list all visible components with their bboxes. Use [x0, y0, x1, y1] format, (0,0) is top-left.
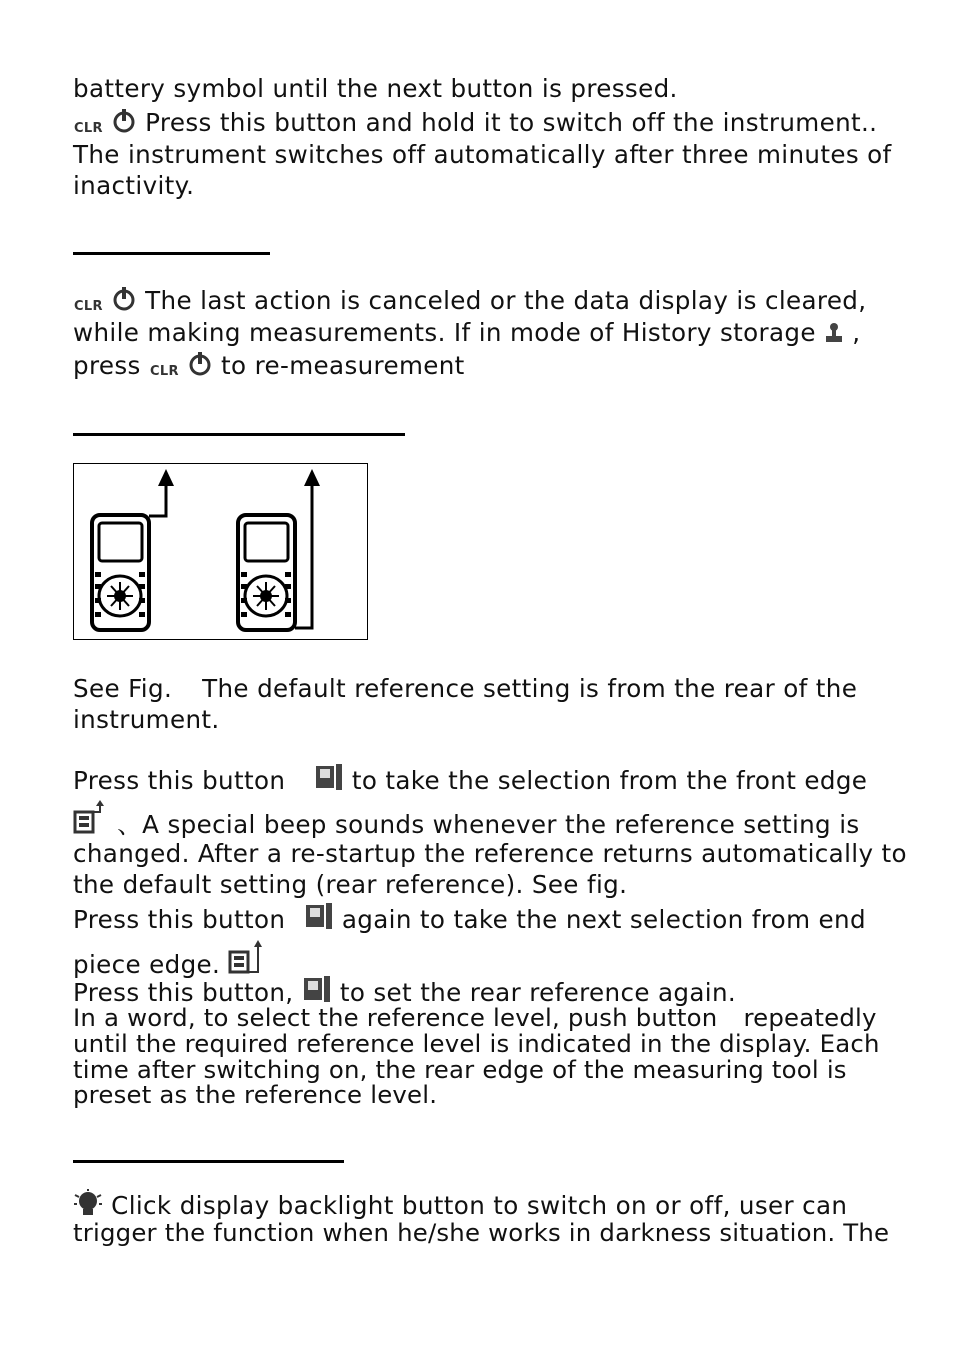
text-span: press [73, 351, 141, 380]
reference-diagram [74, 464, 367, 639]
section-heading-rule [73, 1160, 344, 1163]
reference-button-icon [304, 903, 334, 931]
device-end-reference [238, 515, 295, 630]
clr-icon [73, 298, 111, 312]
clr-icon [149, 363, 187, 377]
svg-text:CLR: CLR [74, 121, 103, 134]
front-reference-arrow [149, 482, 166, 516]
text-span: Press this button and hold it to switch off the instrument.. [145, 108, 878, 137]
text-span: 、A special beep sounds whenever the reference setting is [117, 810, 860, 839]
svg-text:CLR: CLR [149, 364, 179, 377]
text-line [73, 903, 866, 935]
text-span: again to take the next selection from end [341, 905, 866, 934]
text-span: The default reference setting is from the rear of the [202, 674, 858, 703]
clr-icon [73, 120, 111, 134]
text-span: See Fig. [73, 674, 173, 703]
text-line [73, 286, 866, 316]
text-line: inactivity. [73, 171, 195, 200]
text-line: preset as the reference level. [73, 1080, 438, 1109]
text-line: instrument. [73, 705, 220, 734]
text-span: In a word, to select the reference level, push button [73, 1003, 718, 1032]
power-icon [111, 108, 137, 134]
end-reference-arrow [295, 482, 312, 628]
text-line: battery symbol until the next button is pressed. [73, 74, 678, 103]
svg-text:CLR: CLR [74, 299, 103, 312]
text-line: trigger the function when he/she works in darkness situation. The [73, 1218, 890, 1247]
text-line [73, 108, 877, 138]
text-span: repeatedly [743, 1003, 877, 1032]
text-span: Press this button [73, 766, 286, 795]
power-icon [187, 351, 213, 377]
text-line [73, 800, 860, 840]
section-heading-rule [73, 252, 270, 255]
history-storage-icon [824, 322, 844, 344]
text-line [73, 318, 860, 348]
front-edge-reference-icon [73, 800, 109, 836]
end-piece-reference-icon [228, 940, 264, 976]
text-line: time after switching on, the rear edge of the measuring tool is [73, 1055, 847, 1084]
text-span: The last action is canceled or the data display is cleared, [145, 286, 867, 315]
text-line [73, 764, 867, 796]
text-line: The instrument switches off automatically after three minutes of [73, 140, 892, 169]
reference-button-icon [314, 764, 344, 792]
text-span: piece edge. [73, 950, 221, 979]
reference-figure [73, 463, 368, 640]
text-line [73, 351, 465, 381]
reference-button-icon [302, 976, 332, 1004]
text-span: , [852, 318, 861, 347]
text-span: to take the selection from the front edge [351, 766, 868, 795]
power-icon [111, 286, 137, 312]
text-line [73, 1005, 877, 1031]
text-span: Click display backlight button to switch on or off, user can [111, 1191, 848, 1220]
text-span: Press this button, [73, 978, 294, 1007]
device-front-reference [92, 515, 149, 630]
text-span: while making measurements. If in mode of History storage [73, 318, 816, 347]
text-line [73, 1189, 847, 1221]
text-span: Press this button [73, 905, 286, 934]
backlight-icon [73, 1189, 103, 1217]
section-heading-rule [73, 433, 405, 436]
text-line [73, 674, 857, 704]
text-line: until the required reference level is indicated in the display. Each [73, 1029, 880, 1058]
text-line: changed. After a re-startup the reference returns automatically to [73, 839, 907, 868]
text-line [73, 940, 264, 980]
text-span: to re-measurement [221, 351, 465, 380]
text-span: to set the rear reference again. [339, 978, 737, 1007]
text-line: the default setting (rear reference). See fig. [73, 870, 628, 899]
